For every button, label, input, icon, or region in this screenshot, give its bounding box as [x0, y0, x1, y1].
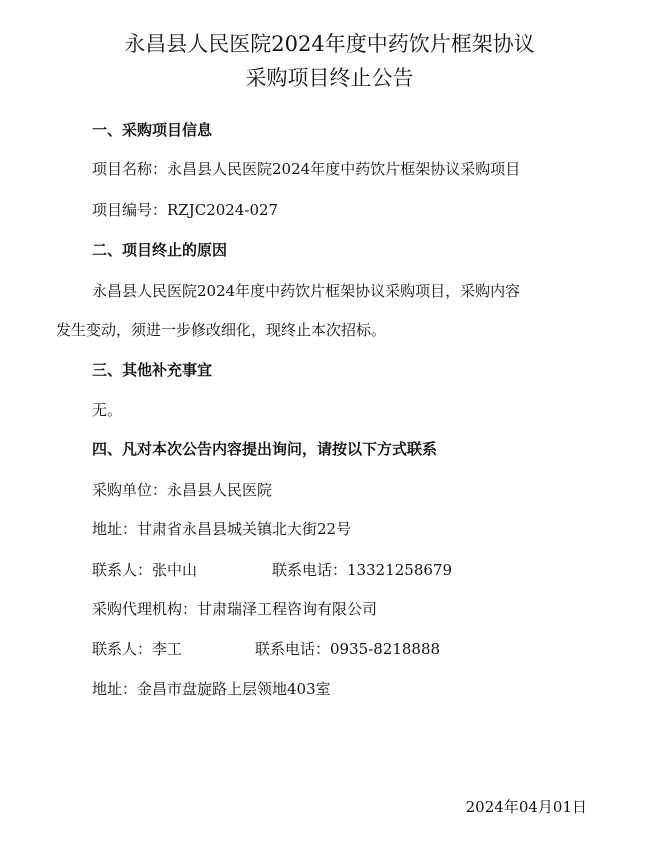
agency-contact-label: 联系人： — [92, 640, 153, 658]
announcement-title-line-1: 永昌县人民医院2024年度中药饮片框架协议 — [124, 32, 535, 56]
agency-phone-label: 联系电话： — [255, 640, 331, 658]
agency-value: 甘肃瑞泽工程咨询有限公司 — [197, 600, 378, 618]
agency-contact-row — [92, 638, 182, 660]
purchaser-address-row — [92, 518, 351, 540]
agency-address-label: 地址： — [92, 680, 138, 698]
purchaser-address-label: 地址： — [92, 520, 138, 538]
purchaser-value: 永昌县人民医院 — [167, 481, 273, 499]
project-number-label: 项目编号： — [92, 201, 168, 219]
project-number-value: RZJC2024-027 — [167, 201, 279, 219]
project-number-row — [92, 199, 278, 221]
announcement-date: 2024年04月01日 — [465, 798, 587, 816]
section-4-heading: 四、凡对本次公告内容提出询问，请按以下方式联系 — [92, 440, 438, 458]
announcement-title-line-2: 采购项目终止公告 — [245, 66, 414, 90]
termination-reason-line-1: 永昌县人民医院2024年度中药饮片框架协议采购项目，采购内容 — [92, 282, 521, 300]
section-3-heading: 三、其他补充事宜 — [92, 361, 213, 379]
project-name-label: 项目名称： — [92, 160, 168, 178]
agency-address-row — [92, 678, 331, 700]
purchaser-row — [92, 479, 272, 501]
project-name-row — [92, 158, 520, 180]
project-name-value: 永昌县人民医院2024年度中药饮片框架协议采购项目 — [167, 160, 521, 178]
agency-label: 采购代理机构： — [92, 600, 198, 618]
section-2-heading: 二、项目终止的原因 — [92, 241, 228, 259]
agency-phone-row — [255, 638, 440, 660]
purchaser-contact-row — [92, 559, 197, 581]
supplementary-content: 无。 — [92, 401, 123, 419]
purchaser-phone-label: 联系电话： — [272, 561, 348, 579]
purchaser-phone-value: 13321258679 — [347, 561, 452, 579]
purchaser-phone-row — [272, 559, 452, 581]
agency-contact-value: 李工 — [152, 640, 183, 658]
purchaser-label: 采购单位： — [92, 481, 168, 499]
purchaser-contact-value: 张中山 — [152, 561, 198, 579]
agency-address-value: 金昌市盘旋路上层领地403室 — [137, 680, 331, 698]
agency-row — [92, 598, 377, 620]
section-1-heading: 一、采购项目信息 — [92, 121, 213, 139]
purchaser-contact-label: 联系人： — [92, 561, 153, 579]
termination-reason-line-2: 发生变动，须进一步修改细化，现终止本次招标。 — [56, 321, 387, 339]
agency-phone-value: 0935-8218888 — [330, 640, 441, 658]
purchaser-address-value: 甘肃省永昌县城关镇北大街22号 — [137, 520, 352, 538]
